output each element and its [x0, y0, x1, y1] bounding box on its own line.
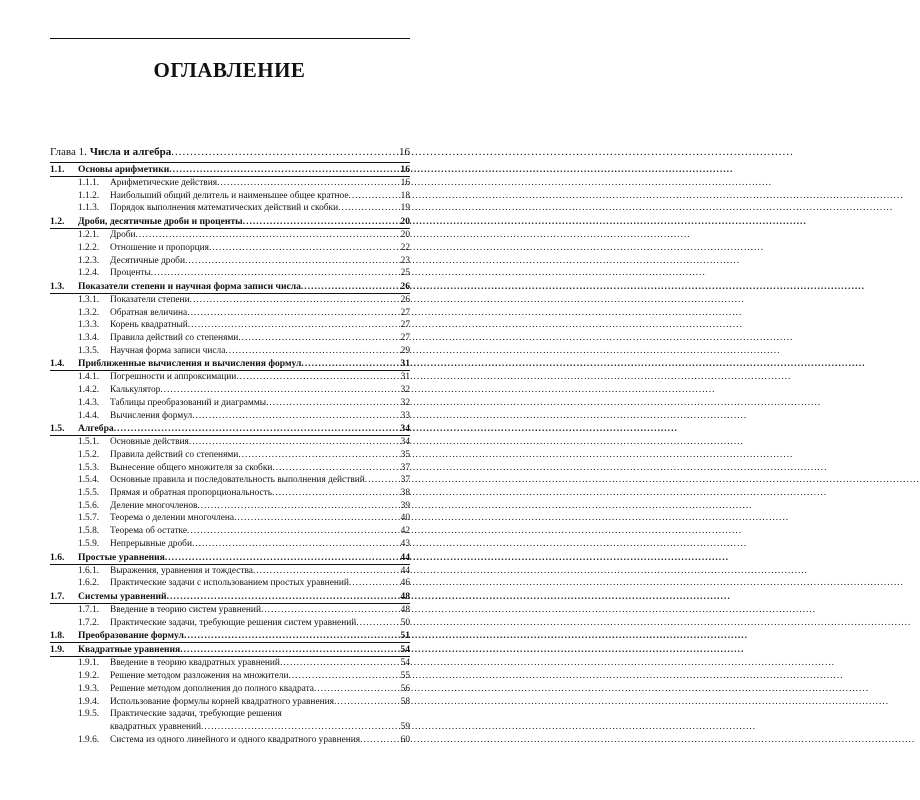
- subsection-title: Введение в теорию квадратных уравнений: [110, 658, 280, 669]
- subsection-title: Вычисления формул: [110, 410, 193, 421]
- leader-dots: [253, 565, 399, 578]
- section-entry[interactable]: [50, 280, 410, 294]
- leader-dots: [136, 229, 399, 242]
- subsection-entry[interactable]: [50, 696, 410, 709]
- section-page: 16: [400, 164, 410, 175]
- subsection-entry[interactable]: [50, 487, 410, 500]
- leader-dots: [187, 307, 398, 320]
- subsection-number: 1.2.1.: [78, 230, 100, 241]
- subsection-entry[interactable]: [50, 410, 410, 423]
- subsection-number: 1.5.6.: [78, 500, 100, 511]
- chapter-number: Глава 1.: [50, 146, 87, 158]
- subsection-page: 20: [400, 230, 410, 241]
- subsection-title: Показатели степени: [110, 294, 190, 305]
- subsection-number: 1.4.3.: [78, 397, 100, 408]
- subsection-page: 43: [400, 538, 410, 549]
- subsection-number: 1.5.3.: [78, 462, 100, 473]
- subsection-entry[interactable]: [50, 462, 410, 475]
- subsection-number: 1.5.2.: [78, 449, 100, 460]
- leader-dots: [365, 474, 399, 487]
- leader-dots: [238, 449, 398, 462]
- subsection-page: 29: [400, 345, 410, 356]
- subsection-title: Таблицы преобразований и диаграммы: [110, 397, 267, 408]
- leader-dots: [192, 538, 399, 551]
- subsection-page: 33: [400, 410, 410, 421]
- leader-dots: [217, 177, 399, 190]
- subsection-title: Научная форма записи числа: [110, 345, 226, 356]
- leader-dots: [234, 512, 399, 525]
- section-title: Алгебра: [78, 423, 114, 435]
- section-page: 20: [400, 216, 410, 228]
- section-title: Преобразование формул: [78, 630, 184, 642]
- subsection-page: 46: [400, 578, 410, 589]
- subsection-number: 1.3.1.: [78, 294, 100, 305]
- leader-dots: [280, 657, 399, 670]
- section-number: 1.5.: [50, 423, 65, 435]
- subsection-page: 22: [400, 242, 410, 253]
- subsection-number: 1.3.3.: [78, 320, 100, 331]
- subsection-page: 34: [400, 437, 410, 448]
- subsection-page: 60: [400, 734, 410, 745]
- subsection-number: 1.9.1.: [78, 658, 100, 669]
- section-number: 1.3.: [50, 280, 65, 292]
- subsection-title: Введение в теорию систем уравнений: [110, 604, 261, 615]
- leader-dots: [266, 397, 399, 410]
- subsection-entry[interactable]: [50, 657, 410, 670]
- subsection-number: 1.1.3.: [78, 203, 100, 214]
- page-title: ОГЛАВЛЕНИЕ: [153, 58, 306, 82]
- subsection-number: 1.3.2.: [78, 307, 100, 318]
- chapter-page: 16: [399, 146, 410, 158]
- subsection-entry[interactable]: [50, 670, 410, 683]
- subsection-number: 1.9.2.: [78, 671, 100, 682]
- leader-dots: [151, 267, 399, 280]
- leader-dots: [225, 345, 398, 358]
- section-number: 1.9.: [50, 644, 65, 656]
- section-title: Показатели степени и научная форма записи числа: [78, 280, 301, 292]
- subsection-page: 32: [400, 385, 410, 396]
- subsection-entry[interactable]: [50, 577, 410, 590]
- section-entry[interactable]: [50, 422, 410, 436]
- subsection-number: 1.7.1.: [78, 604, 100, 615]
- subsection-number: 1.7.2.: [78, 617, 100, 628]
- subsection-title: Решение методом разложения на множители: [110, 671, 289, 682]
- subsection-page: 55: [400, 671, 410, 682]
- section-page: 48: [400, 590, 410, 602]
- subsection-page: 32: [400, 397, 410, 408]
- subsection-title: Правила действий со степенями: [110, 449, 239, 460]
- subsection-page: 59: [400, 721, 410, 732]
- subsection-title: Прямая и обратная пропорциональность: [110, 488, 273, 499]
- subsection-entry[interactable]: [50, 397, 410, 410]
- section-page: 34: [400, 423, 410, 435]
- subsection-page: 39: [400, 500, 410, 511]
- subsection-page: 23: [400, 255, 410, 266]
- subsection-number: 1.5.1.: [78, 437, 100, 448]
- subsection-title: Дроби: [110, 230, 136, 241]
- section-entry[interactable]: [50, 629, 410, 643]
- leader-dots: [272, 487, 399, 500]
- subsection-entry[interactable]: [50, 512, 410, 525]
- top-rule: [50, 38, 410, 39]
- subsection-title: Десятичные дроби: [110, 255, 185, 266]
- section-title: Основы арифметики: [78, 164, 170, 175]
- subsection-page: 19: [400, 203, 410, 214]
- subsection-entry[interactable]: [50, 345, 410, 358]
- subsection-title: Использование формулы корней квадратного уравнения: [110, 696, 334, 707]
- subsection-entry[interactable]: [50, 242, 410, 255]
- subsection-title: Корень квадратный: [110, 320, 188, 331]
- subsection-entry[interactable]: [50, 319, 410, 332]
- subsection-entry[interactable]: [50, 525, 410, 538]
- subsection-page: 27: [400, 307, 410, 318]
- subsection-number: 1.9.4.: [78, 696, 100, 707]
- leader-dots: [201, 721, 399, 734]
- section-number: 1.7.: [50, 590, 65, 602]
- subsection-page: 44: [400, 565, 410, 576]
- subsection-entry[interactable]: [50, 307, 410, 320]
- leader-dots: [314, 683, 399, 696]
- subsection-title: Выражения, уравнения и тождества: [110, 565, 253, 576]
- subsection-number: 1.5.5.: [78, 488, 100, 499]
- leader-dots: [171, 146, 397, 158]
- subsection-number: 1.5.4.: [78, 475, 100, 486]
- subsection-entry[interactable]: [50, 617, 410, 630]
- section-entry[interactable]: [50, 357, 410, 371]
- section-entry[interactable]: [50, 163, 410, 177]
- subsection-page: 48: [400, 604, 410, 615]
- subsection-title: Система из одного линейного и одного квадратного уравнения: [110, 734, 361, 745]
- subsection-number: 1.4.2.: [78, 385, 100, 396]
- section-title: Простые уравнения: [78, 551, 165, 563]
- leader-dots: [348, 190, 398, 203]
- subsection-entry[interactable]: [50, 474, 410, 487]
- subsection-entry[interactable]: [50, 332, 410, 345]
- subsection-title: Вынесение общего множителя за скобки: [110, 462, 273, 473]
- subsection-number: 1.5.7.: [78, 513, 100, 524]
- leader-dots: [349, 577, 399, 590]
- section-title: Приближенные вычисления и вычисления формул: [78, 358, 302, 370]
- subsection-page: 25: [400, 268, 410, 279]
- leader-dots: [338, 202, 399, 215]
- section-title: Системы уравнений: [78, 590, 167, 602]
- subsection-number: 1.4.4.: [78, 410, 100, 421]
- subsection-entry[interactable]: [50, 384, 410, 397]
- section-number: 1.4.: [50, 358, 65, 370]
- subsection-number: 1.1.1.: [78, 178, 100, 188]
- toc-page: [0, 0, 459, 800]
- subsection-page: 31: [400, 372, 410, 383]
- table-of-contents: [50, 146, 410, 746]
- subsection-title: Практические задачи, требующие решения: [110, 709, 282, 720]
- subsection-page: 56: [400, 683, 410, 694]
- subsection-page: 40: [400, 513, 410, 524]
- leader-dots: [187, 525, 399, 538]
- leader-dots: [360, 734, 399, 747]
- subsection-entry[interactable]: [50, 294, 410, 307]
- section-entry[interactable]: [50, 643, 410, 657]
- subsection-number: 1.6.1.: [78, 565, 100, 576]
- subsection-entry[interactable]: [50, 565, 410, 578]
- subsection-title: Деление многочленов: [110, 500, 198, 511]
- subsection-title: Отношение и пропорция: [110, 242, 209, 253]
- section-number: 1.2.: [50, 216, 65, 228]
- subsection-page: 18: [400, 190, 410, 201]
- section-page: 44: [400, 551, 410, 563]
- subsection-title: Решение методом дополнения до полного квадрата: [110, 683, 314, 694]
- section-title: Дроби, десятичные дроби и проценты: [78, 216, 243, 228]
- leader-dots: [160, 384, 398, 397]
- subsection-number: 1.6.2.: [78, 578, 100, 589]
- leader-dots: [243, 215, 399, 228]
- subsection-title: Правила действий со степенями: [110, 333, 239, 344]
- subsection-page: 38: [400, 488, 410, 499]
- subsection-entry[interactable]: [50, 190, 410, 203]
- section-entry[interactable]: [50, 551, 410, 565]
- subsection-title: Наибольший общий делитель и наименьшее общее кратное: [110, 190, 349, 201]
- subsection-title: Проценты: [110, 268, 151, 279]
- leader-dots: [169, 163, 398, 176]
- leader-dots: [236, 371, 398, 384]
- chapter-entry[interactable]: [50, 146, 410, 163]
- leader-dots: [238, 332, 398, 345]
- subsection-entry[interactable]: [50, 604, 410, 617]
- leader-dots: [356, 617, 398, 630]
- leader-dots: [209, 242, 399, 255]
- leader-dots: [167, 590, 399, 603]
- subsection-title: Непрерывные дроби: [110, 538, 192, 549]
- subsection-number: 1.2.2.: [78, 242, 100, 253]
- subsection-entry[interactable]: [50, 267, 410, 280]
- subsection-entry[interactable]: [50, 371, 410, 384]
- subsection-page: 58: [400, 696, 410, 707]
- leader-dots: [190, 294, 399, 307]
- leader-dots: [192, 410, 398, 423]
- leader-dots: [272, 462, 398, 475]
- subsection-entry[interactable]: [50, 538, 410, 551]
- subsection-title: Практические задачи с использованием простых уравнений: [110, 578, 349, 589]
- subsection-entry[interactable]: [50, 255, 410, 268]
- subsection-number: 1.9.3.: [78, 683, 100, 694]
- leader-dots: [301, 357, 398, 370]
- subsection-page: 26: [400, 294, 410, 305]
- subsection-number: 1.1.2.: [78, 190, 100, 201]
- subsection-page: 37: [400, 462, 410, 473]
- subsection-entry[interactable]: [50, 436, 410, 449]
- subsection-number: 1.2.4.: [78, 268, 100, 279]
- section-entry[interactable]: [50, 590, 410, 604]
- section-number: 1.6.: [50, 551, 65, 563]
- section-title: Квадратные уравнения: [78, 644, 181, 656]
- subsection-page: 54: [400, 658, 410, 669]
- section-page: 54: [400, 644, 410, 656]
- section-page: 31: [400, 358, 410, 370]
- subsection-number: 1.9.6.: [78, 734, 100, 745]
- subsection-title: Калькулятор: [110, 385, 161, 396]
- subsection-title: Порядок выполнения математических действий и скобки: [110, 203, 339, 214]
- section-number: 1.1.: [50, 164, 65, 175]
- subsection-entry[interactable]: [50, 449, 410, 462]
- subsection-title: Основные правила и последовательность выполнения действий: [110, 475, 365, 486]
- subsection-entry[interactable]: [50, 683, 410, 696]
- subsection-title: Погрешности и аппроксимации: [110, 372, 237, 383]
- leader-dots: [189, 436, 399, 449]
- subsection-number: 1.4.1.: [78, 372, 100, 383]
- subsection-entry[interactable]: [50, 500, 410, 513]
- leader-dots: [185, 255, 399, 268]
- chapter-title: Числа и алгебра: [89, 146, 172, 158]
- subsection-page: 50: [400, 617, 410, 628]
- subsection-entry[interactable]: [50, 708, 410, 721]
- subsection-number: 1.2.3.: [78, 255, 100, 266]
- subsection-title: Обратная величина: [110, 307, 188, 318]
- subsection-page: 42: [400, 526, 410, 537]
- section-entry[interactable]: [50, 215, 410, 229]
- section-page: 26: [400, 280, 410, 292]
- subsection-entry[interactable]: [50, 202, 410, 215]
- subsection-title: Теорема об остатке: [110, 526, 188, 537]
- leader-dots: [114, 422, 399, 435]
- leader-dots: [301, 280, 399, 293]
- subsection-title: Теорема о делении многочлена: [110, 513, 235, 524]
- subsection-title: Основные действия: [110, 437, 189, 448]
- leader-dots: [180, 643, 398, 656]
- leader-dots: [165, 551, 399, 564]
- subsection-number: 1.5.9.: [78, 538, 100, 549]
- leader-dots: [288, 670, 398, 683]
- subsection-page: 37: [400, 475, 410, 486]
- section-page: 51: [400, 630, 410, 642]
- subsection-entry[interactable]: [50, 734, 410, 747]
- subsection-number: 1.5.8.: [78, 526, 100, 537]
- subsection-title: Арифметические действия: [110, 178, 218, 188]
- leader-dots: [261, 604, 399, 617]
- subsection-title: Практические задачи, требующие решения систем уравнений: [110, 617, 357, 628]
- leader-dots: [334, 696, 399, 709]
- subsection-number: 1.3.4.: [78, 333, 100, 344]
- leader-dots: [197, 500, 398, 513]
- section-number: 1.8.: [50, 630, 65, 642]
- subsection-number: 1.9.5.: [78, 709, 100, 720]
- subsection-entry[interactable]: [50, 229, 410, 242]
- leader-dots: [188, 319, 399, 332]
- subsection-number: 1.3.5.: [78, 345, 100, 356]
- subsection-title-continued: квадратных уравнений: [110, 721, 202, 732]
- leader-dots: [184, 629, 398, 642]
- subsection-page: 35: [400, 449, 410, 460]
- subsection-entry[interactable]: [50, 177, 410, 190]
- subsection-page: 27: [400, 333, 410, 344]
- subsection-entry-continued[interactable]: [50, 721, 410, 734]
- subsection-page: 27: [400, 320, 410, 331]
- subsection-page: 16: [400, 178, 410, 188]
